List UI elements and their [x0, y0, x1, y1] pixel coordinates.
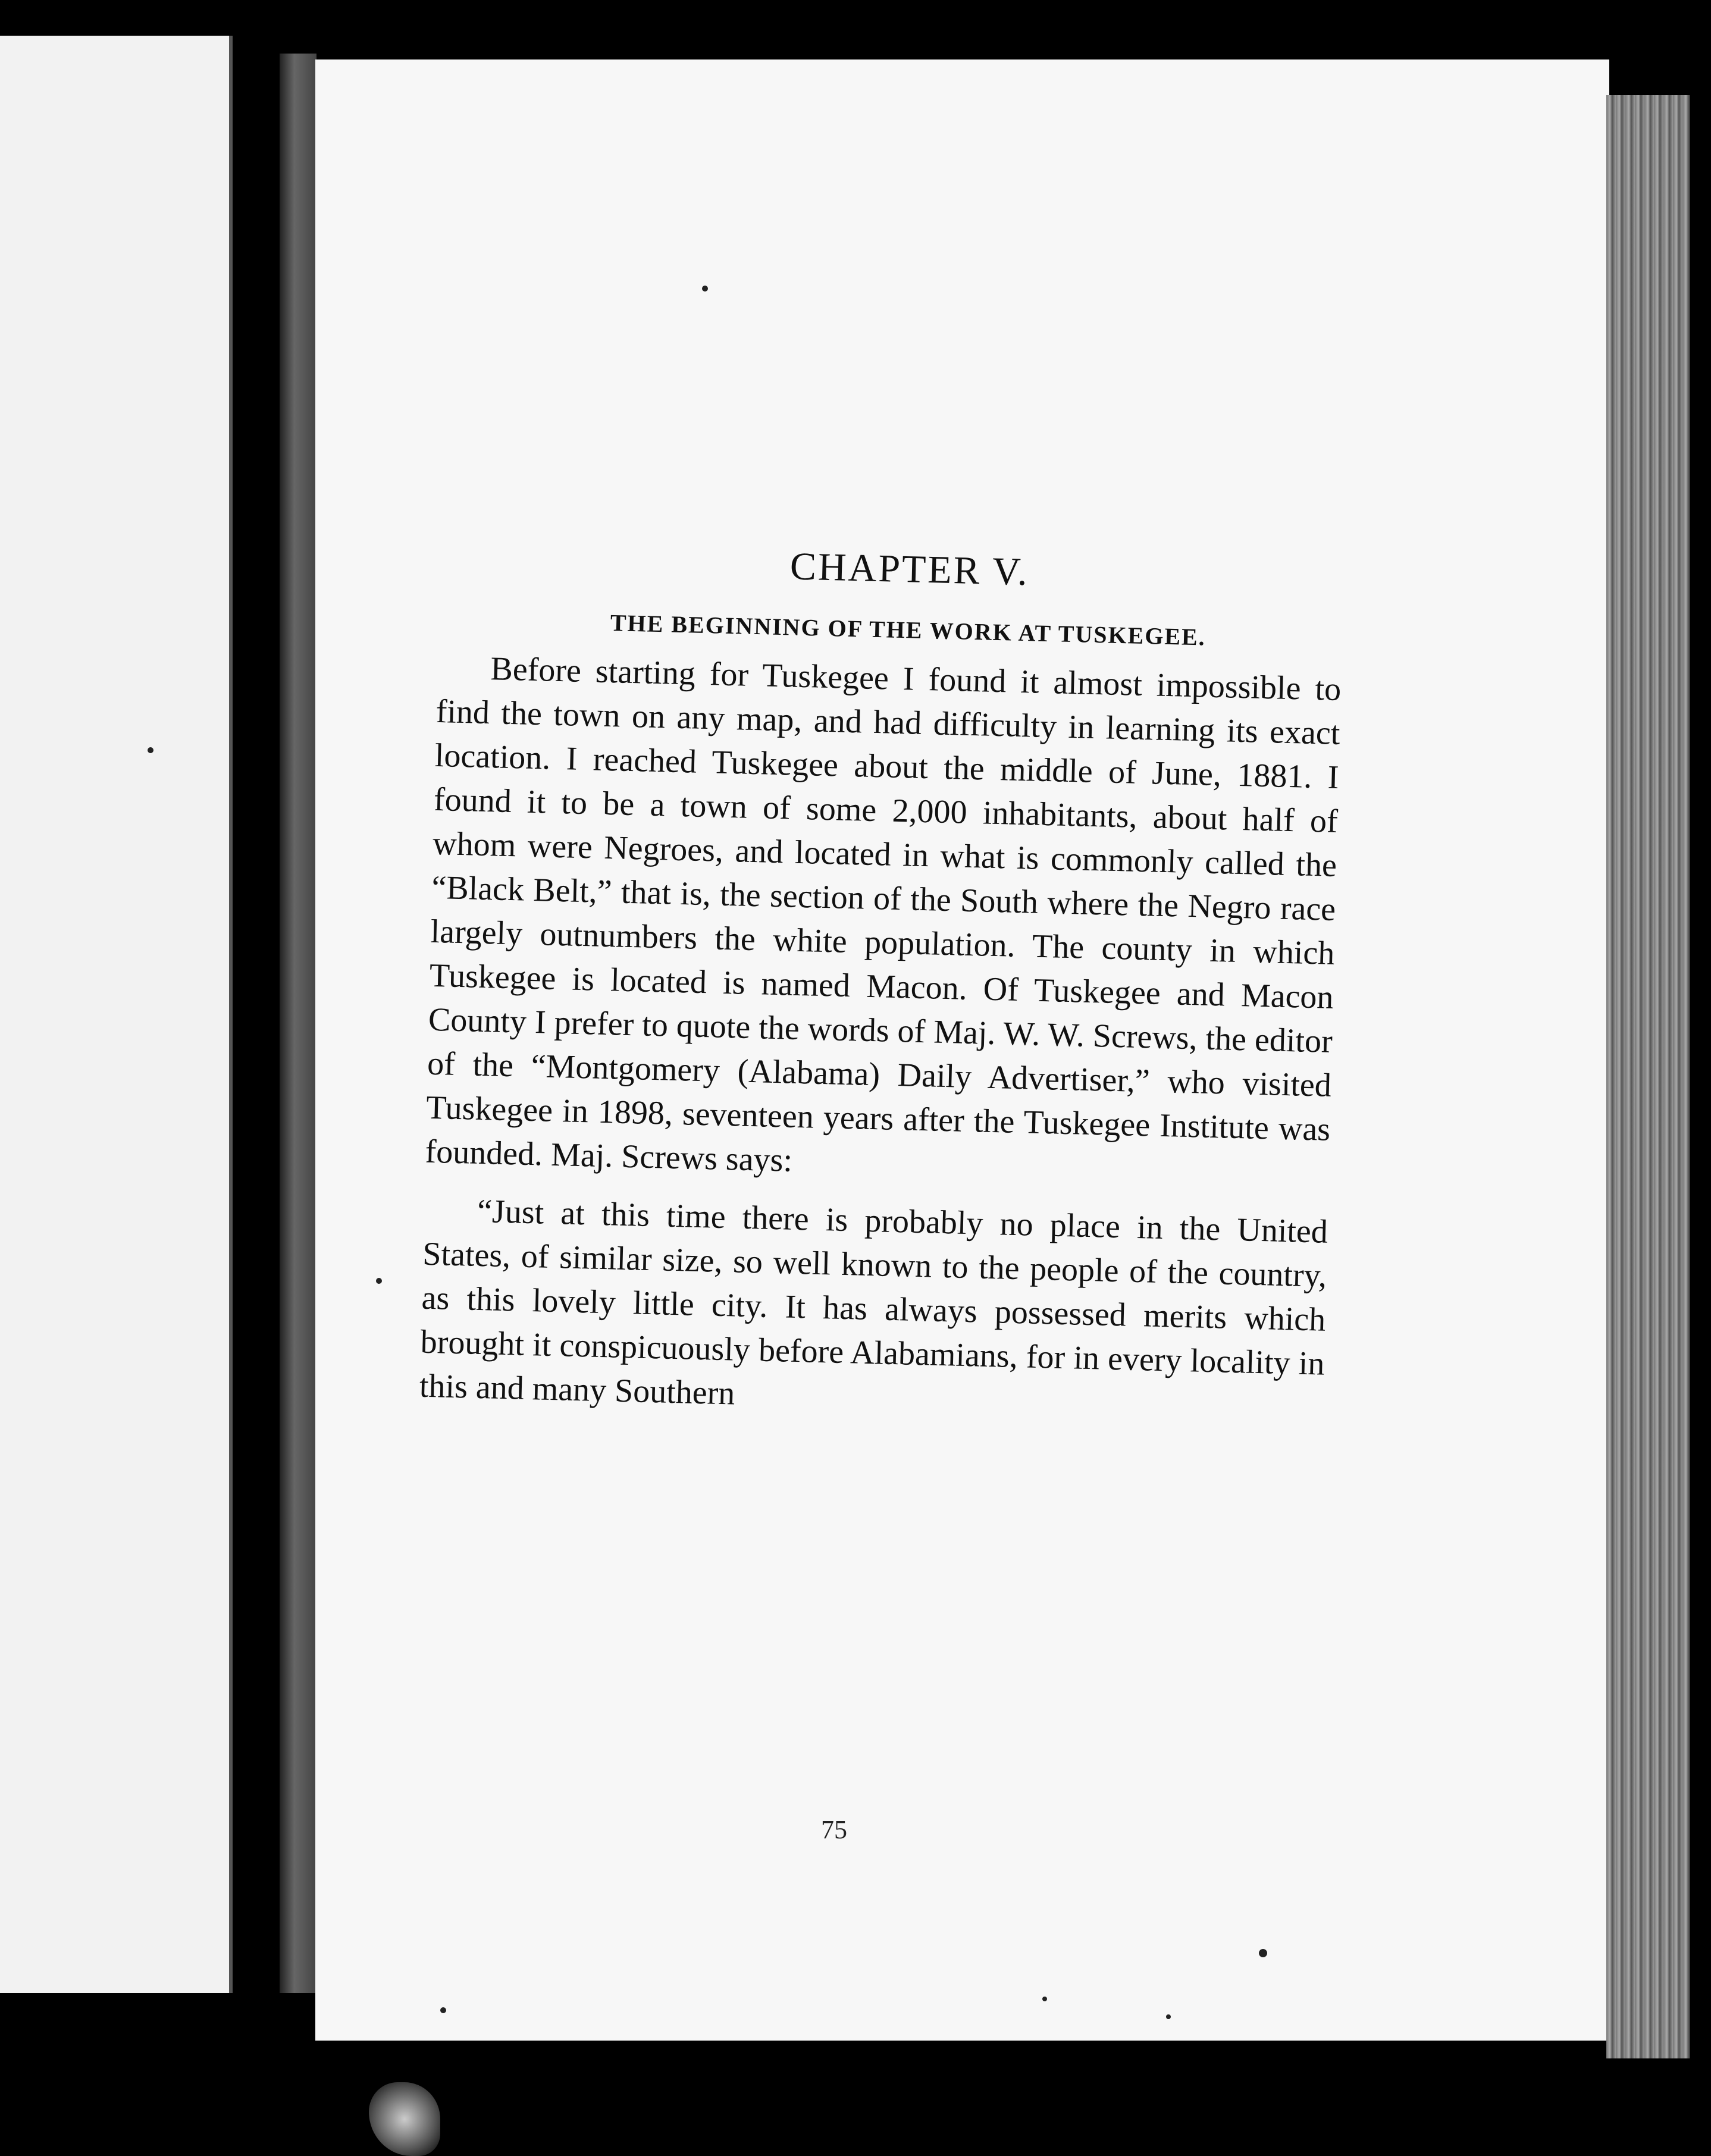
- scan-speck: [1259, 1949, 1267, 1957]
- scan-speck: [1166, 2014, 1171, 2019]
- page-text-block: [419, 535, 1345, 1444]
- scan-speck: [1042, 1997, 1047, 2001]
- scan-speck: [148, 747, 153, 753]
- scan-artifact: [369, 2082, 440, 2156]
- chapter-subtitle: THE BEGINNING OF THE WORK AT TUSKEGEE.: [610, 609, 1207, 651]
- scan-speck: [440, 2007, 446, 2013]
- page-number: 75: [821, 1815, 847, 1844]
- scan-speck: [702, 286, 708, 292]
- left-page: [0, 36, 233, 1993]
- body-paragraph: Before starting for Tuskegee I found it almost impossible to find the town on any map, and had difficulty in learning its exact location. I reached Tuskegee about the middle of June, 1881. I found it to be a town of some 2,000 inhabitants, about half of whom were Negroes, and located in what is commonly called the “Black Belt,” that is, the section of the South where the Negro race largely outnumbers the white population. The county in which Tuskegee is located is named Macon. Of Tuskegee and Macon County I prefer to quote the words of Maj. W. W. Screws, the editor of the “Montgomery (Alabama) Daily Advertiser,” who visited Tuskegee in 1898, seventeen years after the Tuskegee Institute was founded. Maj. Screws says:: [424, 650, 1342, 1179]
- page-edges: [1606, 95, 1696, 2058]
- quote-paragraph: “Just at this time there is probably no place in the United States, of similar size, so well known to the people of the country, as this lovely little city. It has always possessed merits which brought it conspicuously before Alabamians, for in every locality in this and many Southern: [419, 1192, 1328, 1412]
- scan-border: [1690, 0, 1711, 2156]
- chapter-title: CHAPTER V.: [789, 544, 1030, 594]
- book-gutter: [280, 54, 316, 1993]
- scan-speck: [376, 1278, 382, 1284]
